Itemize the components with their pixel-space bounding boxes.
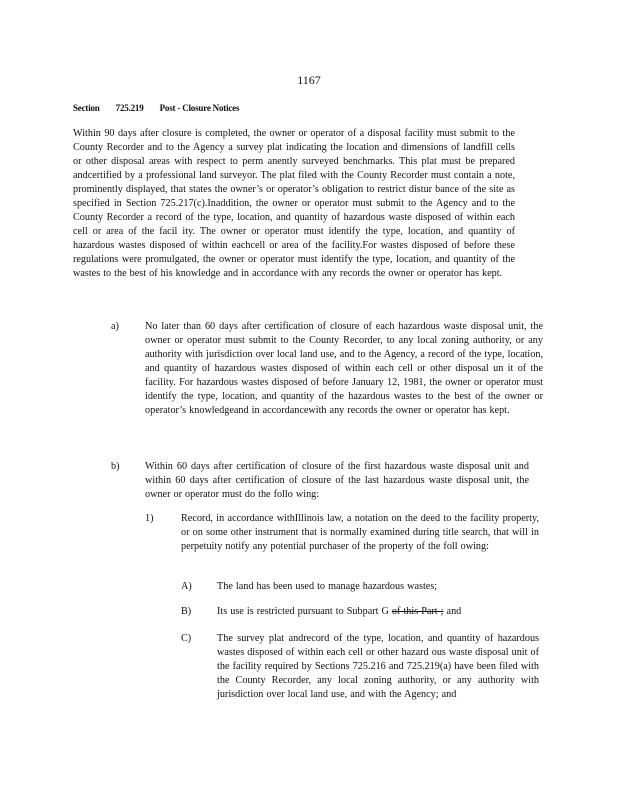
section-title: Post - Closure Notices — [159, 103, 240, 113]
item-B-text-main: Its use is restricted pursuant to Subpart G — [217, 606, 389, 617]
item-C-text: The survey plat andrecord of the type, location, and quantity of hazardous wastes disposed of within each cell or other hazard ous waste disposal unit of the facility required by Sections 725.216 and 725.219(a) have been filed with the County Recorder, any local zoning authority, or any authority with jurisdiction over local land use, and with the Agency; and — [217, 633, 539, 700]
item-B-label: B) — [181, 606, 192, 617]
item-B-struck-text: of this Part ; — [391, 606, 444, 617]
item-1-label: 1) — [145, 513, 154, 524]
subsection-b-label: b) — [111, 461, 120, 472]
item-B-text — [217, 605, 517, 619]
item-C-label: C) — [181, 633, 192, 644]
page-number: 1167 — [297, 73, 321, 87]
main-paragraph: Within 90 days after closure is completed, the owner or operator of a disposal facility must submit to the County Recorder and to the Agency a survey plat indicating the location and dimensions of landfill cells or other disposal areas with respect to perm anently surveyed benchmarks. This plat must be prepared andcertified by a professional land surveyor. The plat filed with the County Recorder must contain a note, prominently displayed, that states the owner’s or operator’s obligation to restrict distur bance of the site as specified in Section 725.217(c).Inaddition, the owner or operator must submit to the Agency and to the County Recorder a record of the type, location, and quantity of hazardous waste disposed of within each cell or area of the facil ity. The owner or operator must identify the type, location, and quantity of hazardous wastes disposed of within eachcell or area of the facility.For wastes disposed of before these regulations were promulgated, the owner or operator must identify the type, location, and quantity of the wastes to the best of his knowledge and in accordance with any records the owner or operator has kept. — [73, 128, 515, 279]
section-label: Section — [73, 103, 100, 113]
subsection-b-text: Within 60 days after certification of closure of the first hazardous waste disposal unit and within 60 days after certification of closure of the last hazardous waste disposal unit, the owner or operator must do the follo wing: — [145, 461, 529, 500]
section-heading — [73, 103, 253, 113]
section-number: 725.219 — [115, 103, 144, 113]
item-A-label: A) — [181, 581, 192, 592]
subsection-a-label: a) — [111, 321, 119, 332]
item-A-text: The land has been used to manage hazardous wastes; — [217, 581, 438, 592]
item-1-text: Record, in accordance withIllinois law, a notation on the deed to the facility property, or on some other instrument that is normally examined during title search, that will in perpetuity notify any potential purchaser of the property of the foll owing: — [181, 513, 539, 552]
item-B-text-end: and — [443, 606, 462, 617]
subsection-a-text: No later than 60 days after certification of closure of each hazardous waste disposal unit, the owner or operator must submit to the County Recorder, to any local zoning authority, or any authority with jurisdiction over local land use, and to the Agency, a record of the type, location, and quantity of hazardous wastes disposed of within each cell or other disposal un it of the facility. For hazardous wastes disposed of before January 12, 1981, the owner or operator must identify the type, location, and quantity of the hazardous wastes to the best of the owner or operator’s knowledgeand in accordancewith any records the owner or operator has kept. — [145, 321, 543, 416]
